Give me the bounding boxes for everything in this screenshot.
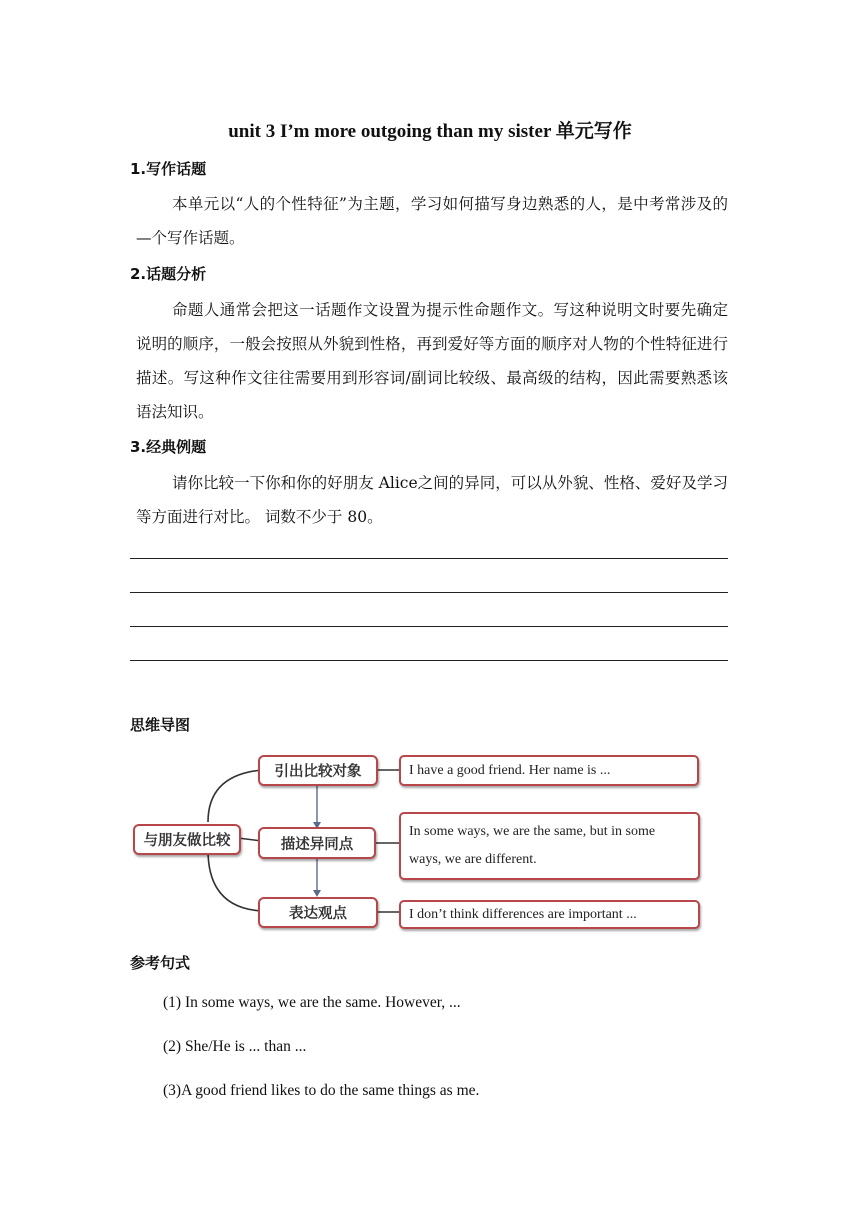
mindmap-center-node: 与朋友做比较 — [133, 824, 241, 855]
mindmap-example-box: I don’t think differences are important ... — [399, 900, 700, 929]
branch-line-top — [208, 770, 262, 822]
arrow-head-2 — [313, 890, 321, 897]
example-paragraph: 请你比较一下你和你的好朋友 Alice之间的异同，可以从外貌、性格、爱好及学习等方面进行对比。 词数不少于 80。 — [136, 474, 728, 526]
mindmap-heading: 思维导图 — [130, 716, 191, 734]
branch-line-bottom — [208, 850, 262, 911]
page-title: unit 3 I’m more outgoing than my sister 单元写作 — [228, 121, 632, 142]
reference-sentence: (1) In some ways, we are the same. However, ... — [163, 994, 461, 1011]
topic-paragraph: 本单元以“人的个性特征”为主题，学习如何描写身边熟悉的人，是中考常涉及的—个写作话题。 — [136, 195, 728, 247]
reference-heading: 参考句式 — [130, 954, 191, 972]
topic-heading: 1.写作话题 — [130, 160, 207, 178]
example-heading: 3.经典例题 — [130, 438, 207, 456]
answer-line — [130, 558, 728, 559]
mindmap-step-node: 引出比较对象 — [258, 755, 378, 786]
mindmap-step-node: 表达观点 — [258, 897, 378, 928]
analysis-heading: 2.话题分析 — [130, 265, 207, 283]
answer-line — [130, 626, 728, 627]
reference-sentence: (2) She/He is ... than ... — [163, 1038, 307, 1055]
mindmap-example-box: In some ways, we are the same, but in some ways, we are different. — [399, 812, 700, 880]
mindmap-example-box: I have a good friend. Her name is ... — [399, 755, 699, 786]
reference-sentence: (3)A good friend likes to do the same things as me. — [163, 1082, 480, 1099]
answer-line — [130, 592, 728, 593]
mindmap-step-node: 描述异同点 — [258, 827, 376, 859]
analysis-paragraph: 命题人通常会把这一话题作文设置为提示性命题作文。写这种说明文时要先确定说明的顺序，一般会按照从外貌到性格，再到爱好等方面的顺序对人物的个性特征进行描述。写这种作文往往需要用到形容词/副词比较级、最高级的结构，因此需要熟悉该语法知识。 — [136, 301, 728, 421]
answer-line — [130, 660, 728, 661]
